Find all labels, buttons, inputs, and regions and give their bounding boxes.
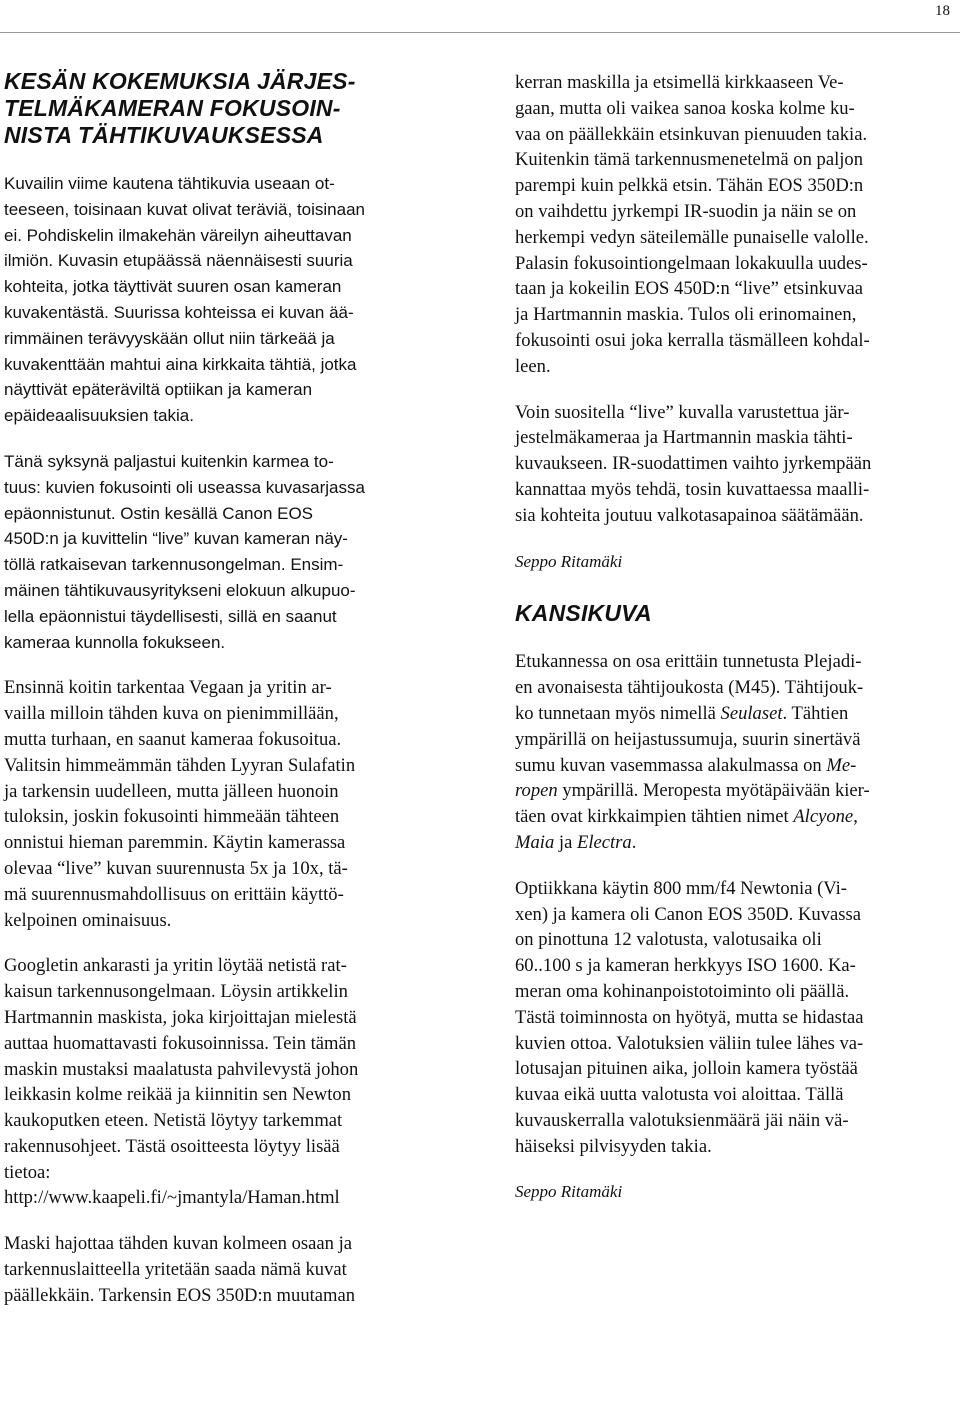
italic-name: Seulaset <box>720 702 783 724</box>
text-line: ja tarkensin uudelleen, mutta jälleen huonoin <box>4 780 339 802</box>
text-line: kannattaa myös tehdä, tosin kuvattaessa maalli- <box>515 478 870 500</box>
text-line: päällekkäin. Tarkensin EOS 350D:n muutaman <box>4 1284 356 1306</box>
text-line: tarkennuslaitteella yritetään saada nämä kuvat <box>4 1259 347 1281</box>
text-line <box>515 778 955 804</box>
paragraph <box>4 449 454 655</box>
text-line: jestelmäkameraa ja Hartmannin maskia tähti- <box>515 427 853 449</box>
text-line: onnistui hieman paremmin. Käytin kamerassa <box>4 832 346 854</box>
text-line: Tästä toiminnosta on hyötyä, mutta se hidastaa <box>515 1006 864 1028</box>
heading-line: NISTA TÄHTIKUVAUKSESSA <box>4 122 324 148</box>
text-line: Valitsin himmeämmän tähden Lyyran Sulafatin <box>4 754 356 776</box>
paragraph <box>515 400 955 529</box>
cover-paragraph <box>515 649 955 855</box>
text-segment: täen ovat kirkkaimpien tähtien nimet <box>515 806 794 828</box>
text-line <box>515 804 955 830</box>
text-line: häiseksi pilvisyyden takia. <box>515 1135 712 1157</box>
paragraph <box>4 953 454 1211</box>
italic-name: ropen <box>515 780 558 802</box>
text-line: Ensinnä koitin tarkentaa Vegaan ja yritin ar- <box>4 677 332 699</box>
text-segment: Etukannessa on osa erittäin tunnetusta Plejadi- <box>515 651 862 673</box>
text-line: parempi kuin pelkkä etsin. Tähän EOS 350D:n <box>515 175 864 197</box>
text-segment: ko tunnetaan myös nimellä <box>515 702 721 724</box>
text-line: meran oma kohinanpoistotoiminto oli päällä. <box>515 980 850 1002</box>
text-line: kuvakenttään mahtui aina kirkkaita tähtiä, jotka <box>4 354 357 374</box>
text-line <box>515 701 955 727</box>
text-line: mutta turhaan, en saanut kameraa fokusoitua. <box>4 728 342 750</box>
page-number: 18 <box>935 3 950 19</box>
text-line: 450D:n ja kuvittelin “live” kuvan kameran näy- <box>4 529 348 549</box>
text-line: Tänä syksynä paljastui kuitenkin karmea to- <box>4 451 334 471</box>
text-segment: en avonaisesta tähtijoukosta (M45). Tähtijouk- <box>515 677 864 699</box>
text-segment: sumu kuvan vasemmassa alakulmassa on <box>515 754 827 776</box>
right-column <box>515 70 955 1231</box>
paragraph <box>515 70 955 380</box>
text-line: lotusajan pituinen aika, jolloin kamera työstää <box>515 1058 858 1080</box>
text-line: ja Hartmannin maskia. Tulos oli erinomainen, <box>515 304 857 326</box>
text-line: lella epäonnistui täydellisesti, sillä en saanut <box>4 606 337 626</box>
left-body <box>4 171 454 1309</box>
text-line: leen. <box>515 355 551 377</box>
text-line: kaukoputken eteen. Netistä löytyy tarkemmat <box>4 1110 343 1132</box>
author-signature: Seppo Ritamäki <box>515 1182 623 1202</box>
text-line: rakennusohjeet. Tästä osoitteesta löytyy lisää <box>4 1135 340 1157</box>
text-line: Palasin fokusointiongelmaan lokakuulla uudes- <box>515 252 868 274</box>
italic-name: Electra <box>576 831 632 853</box>
text-segment: ympärillä on heijastussumuja, suurin sinertävä <box>515 728 861 750</box>
cover-heading: KANSIKUVA <box>515 600 652 627</box>
text-line: 60..100 s ja kameran herkkyys ISO 1600. Ka- <box>515 955 856 977</box>
text-line: kameraa kunnolla fokukseen. <box>4 632 226 652</box>
text-line: kelpoinen ominaisuus. <box>4 909 172 931</box>
heading-line: KESÄN KOKEMUKSIA JÄRJES- <box>4 68 356 94</box>
text-line: näyttivät epäteräviltä optiikan ja kameran <box>4 380 313 400</box>
header-rule <box>0 32 960 33</box>
text-segment: , <box>853 806 858 828</box>
right-body-top <box>515 70 955 529</box>
author-signature: Seppo Ritamäki <box>515 551 623 571</box>
text-line: rimmäinen terävyyskään ollut niin tärkeää ja <box>4 328 335 348</box>
text-line: gaan, mutta oli vaikea sanoa koska kolme ku- <box>515 97 855 119</box>
text-line: herkempi vedyn säteilemälle punaiselle valolle. <box>515 226 869 248</box>
text-line: kuvauskerralla valotuksienmäärä jäi näin vä- <box>515 1109 849 1131</box>
text-line: kerran maskilla ja etsimellä kirkkaaseen Ve- <box>515 72 844 93</box>
text-line <box>515 649 955 675</box>
paragraph <box>4 675 454 933</box>
text-line: fokusointi osui joka kerralla täsmälleen kohdal- <box>515 329 870 351</box>
text-line: ei. Pohdiskelin ilmakehän väreilyn aiheuttavan <box>4 225 352 245</box>
text-segment: ja <box>554 831 577 853</box>
text-line: tuloksin, joskin fokusointi himmeään tähteen <box>4 806 340 828</box>
article-heading <box>4 68 454 149</box>
paragraph <box>4 1231 454 1308</box>
text-line: teeseen, toisinaan kuvat olivat teräviä, toisinaan <box>4 199 366 219</box>
italic-name: Me- <box>826 754 857 776</box>
text-line <box>515 830 955 856</box>
text-line: http://www.kaapeli.fi/~jmantyla/Haman.html <box>4 1187 340 1209</box>
text-line: Voin suositella “live” kuvalla varustettua jär- <box>515 401 850 423</box>
text-line: olevaa “live” kuvan suurennusta 5x ja 10x, tä- <box>4 857 348 879</box>
text-line: on vaihdettu jyrkempi IR-suodin ja näin se on <box>515 200 857 222</box>
text-line: tietoa: <box>4 1161 51 1183</box>
text-line: sia kohteita joutuu valkotasapainoa säätämään. <box>515 504 864 526</box>
text-line: töllä ratkaisevan tarkennusongelman. Ensim- <box>4 555 344 575</box>
text-line: epäideaalisuuksien takia. <box>4 406 194 426</box>
text-line: mä suurennusmahdollisuus on erittäin käyttö- <box>4 883 344 905</box>
text-segment: . Tähtien <box>782 702 849 724</box>
text-line: vailla milloin tähden kuva on pienimmillään, <box>4 703 339 725</box>
text-line: auttaa huomattavasti fokusoinnissa. Tein tämän <box>4 1032 357 1054</box>
text-line <box>515 675 955 701</box>
text-line: kuvien ottoa. Valotuksien väliin tulee lähes va- <box>515 1032 864 1054</box>
text-segment: . <box>631 831 637 853</box>
italic-name: Maia <box>515 831 555 853</box>
optics-paragraph <box>515 876 955 1160</box>
text-line: epäonnistunut. Ostin kesällä Canon EOS <box>4 503 314 523</box>
text-line: maskin mustaksi maalatusta pahvilevystä johon <box>4 1058 359 1080</box>
text-line: Hartmannin maskista, joka kirjoittajan mielestä <box>4 1006 357 1028</box>
text-line: Googletin ankarasti ja yritin löytää netistä rat- <box>4 955 347 977</box>
text-line: kuvaa eikä uutta valotusta voi aloittaa. Tällä <box>515 1084 844 1106</box>
text-line: xen) ja kamera oli Canon EOS 350D. Kuvassa <box>515 903 861 925</box>
text-line: kaisun tarkennusongelmaan. Löysin artikkelin <box>4 981 348 1003</box>
text-segment: ympärillä. Meropesta myötäpäivään kier- <box>557 780 870 802</box>
text-line: kohteita, jotka täyttivät suuren osan kameran <box>4 277 342 297</box>
paragraph <box>4 171 454 429</box>
italic-name: Alcyone <box>793 806 854 828</box>
text-line: vaa on päällekkäin etsinkuvan pienuuden takia. <box>515 123 868 145</box>
text-line: kuvaukseen. IR-suodattimen vaihto jyrkempään <box>515 453 872 475</box>
text-line: ilmiön. Kuvasin etupäässä näennäisesti suuria <box>4 251 353 271</box>
heading-line: TELMÄKAMERAN FOKUSOIN- <box>4 95 341 121</box>
text-line: tuus: kuvien fokusointi oli useassa kuvasarjassa <box>4 477 365 497</box>
text-line: Optiikkana käytin 800 mm/f4 Newtonia (Vi- <box>515 877 847 899</box>
text-line <box>515 753 955 779</box>
text-line: Kuvailin viime kautena tähtikuvia useaan ot- <box>4 174 335 193</box>
text-line: leikkasin kolme reikää ja kiinnitin sen Newton <box>4 1084 351 1106</box>
text-line: Kuitenkin tämä tarkennusmenetelmä on paljon <box>515 149 864 171</box>
text-line: mäinen tähtikuvausyritykseni elokuun alkupuo- <box>4 580 356 600</box>
text-line: Maski hajottaa tähden kuvan kolmeen osaan ja <box>4 1233 353 1255</box>
text-line: on pinottuna 12 valotusta, valotusaika oli <box>515 929 822 951</box>
text-line: taan ja kokeilin EOS 450D:n “live” etsinkuvaa <box>515 278 864 300</box>
text-line: kuvakentästä. Suurissa kohteissa ei kuvan ää- <box>4 302 354 322</box>
text-line <box>515 727 955 753</box>
left-column <box>4 68 454 1329</box>
